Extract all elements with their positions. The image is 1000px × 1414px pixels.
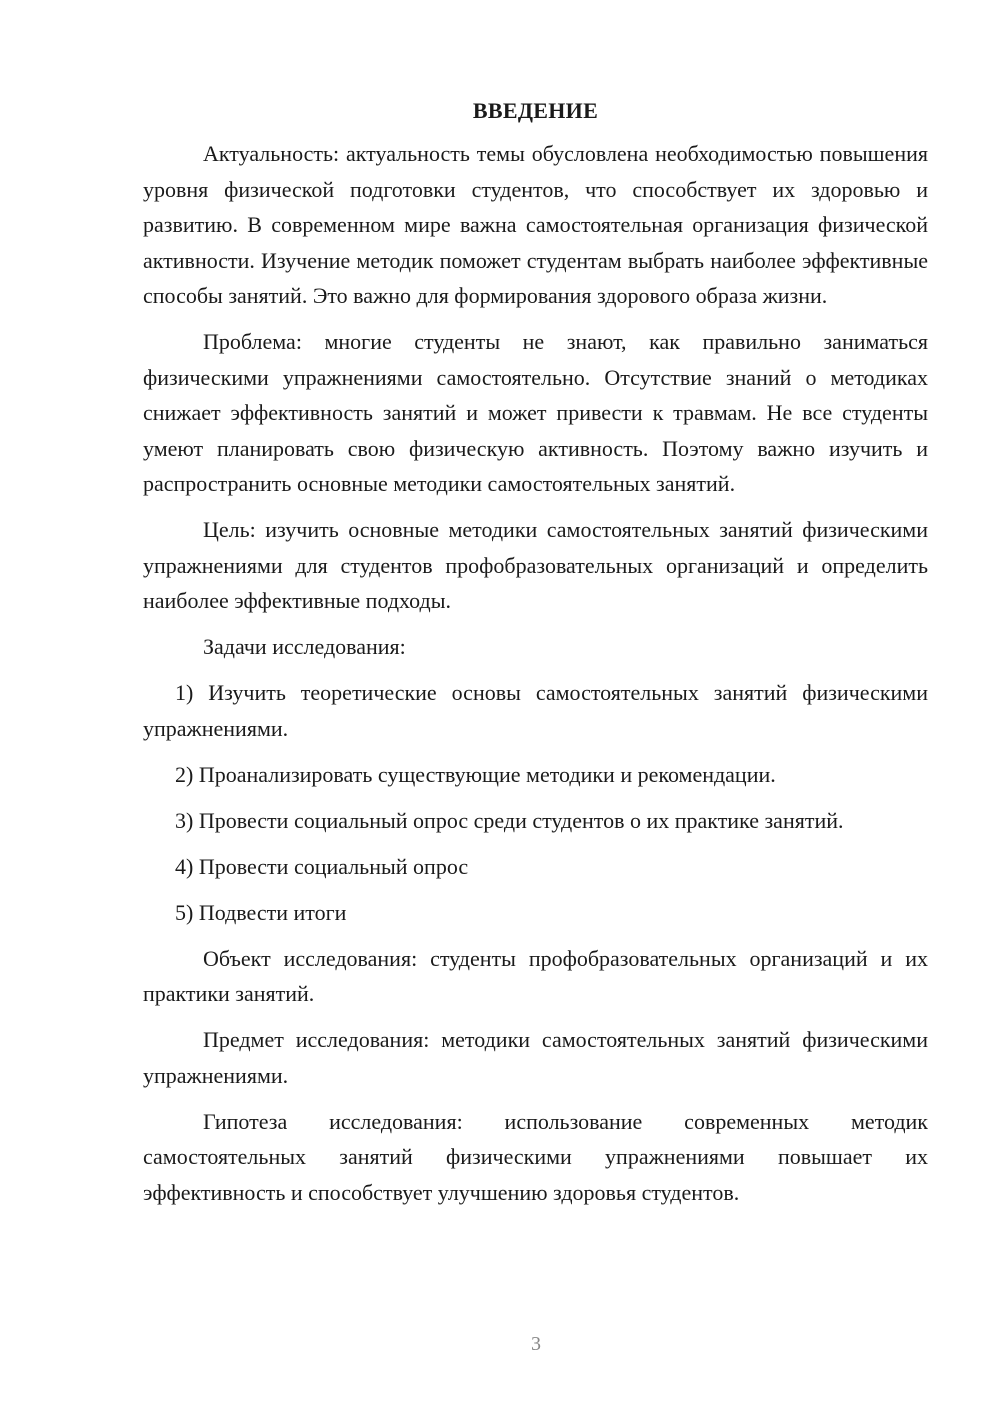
task-item-4: 4) Провести социальный опрос: [175, 853, 469, 879]
paragraph-object: Объект исследования: студенты профобразовательных организаций и их практики занятий.: [143, 945, 928, 1006]
tasks-heading: Задачи исследования:: [203, 634, 406, 659]
paragraph-relevance: Актуальность: актуальность темы обусловлена необходимостью повышения уровня физической подготовки студентов, что способствует их здоровью и развитию. В современном мире важна самостоятельная организация физической активности. Изучение методик поможет студентам выбрать наиболее эффективные способы занятий. Это важно для формирования здорового образа жизни.: [143, 141, 928, 308]
task-item-2: 2) Проанализировать существующие методики и рекомендации.: [175, 761, 776, 787]
task-item-3: 3) Провести социальный опрос среди студентов о их практике занятий.: [175, 807, 844, 833]
document-page: [143, 90, 928, 1210]
paragraph-hypothesis: Гипотеза исследования: использование современных методик самостоятельных занятий физическими упражнениями повышает их эффективность и способствует улучшению здоровья студентов.: [143, 1108, 928, 1205]
paragraph-goal: Цель: изучить основные методики самостоятельных занятий физическими упражнениями для студентов профобразовательных организаций и определить наиболее эффективные подходы.: [143, 517, 928, 613]
task-item-5: 5) Подвести итоги: [175, 899, 347, 925]
page-number: 3: [531, 1333, 541, 1355]
section-title: ВВЕДЕНИЕ: [472, 98, 599, 123]
paragraph-problem: Проблема: многие студенты не знают, как правильно заниматься физическими упражнениями самостоятельно. Отсутствие знаний о методиках снижает эффективность занятий и может привести к травмам. Не все студенты умеют планировать свою физическую активность. Поэтому важно изучить и распространить основные методики самостоятельных занятий.: [143, 329, 928, 496]
task-item-1: 1) Изучить теоретические основы самостоятельных занятий физическими упражнениями.: [143, 680, 928, 741]
paragraph-subject: Предмет исследования: методики самостоятельных занятий физическими упражнениями.: [143, 1027, 928, 1088]
